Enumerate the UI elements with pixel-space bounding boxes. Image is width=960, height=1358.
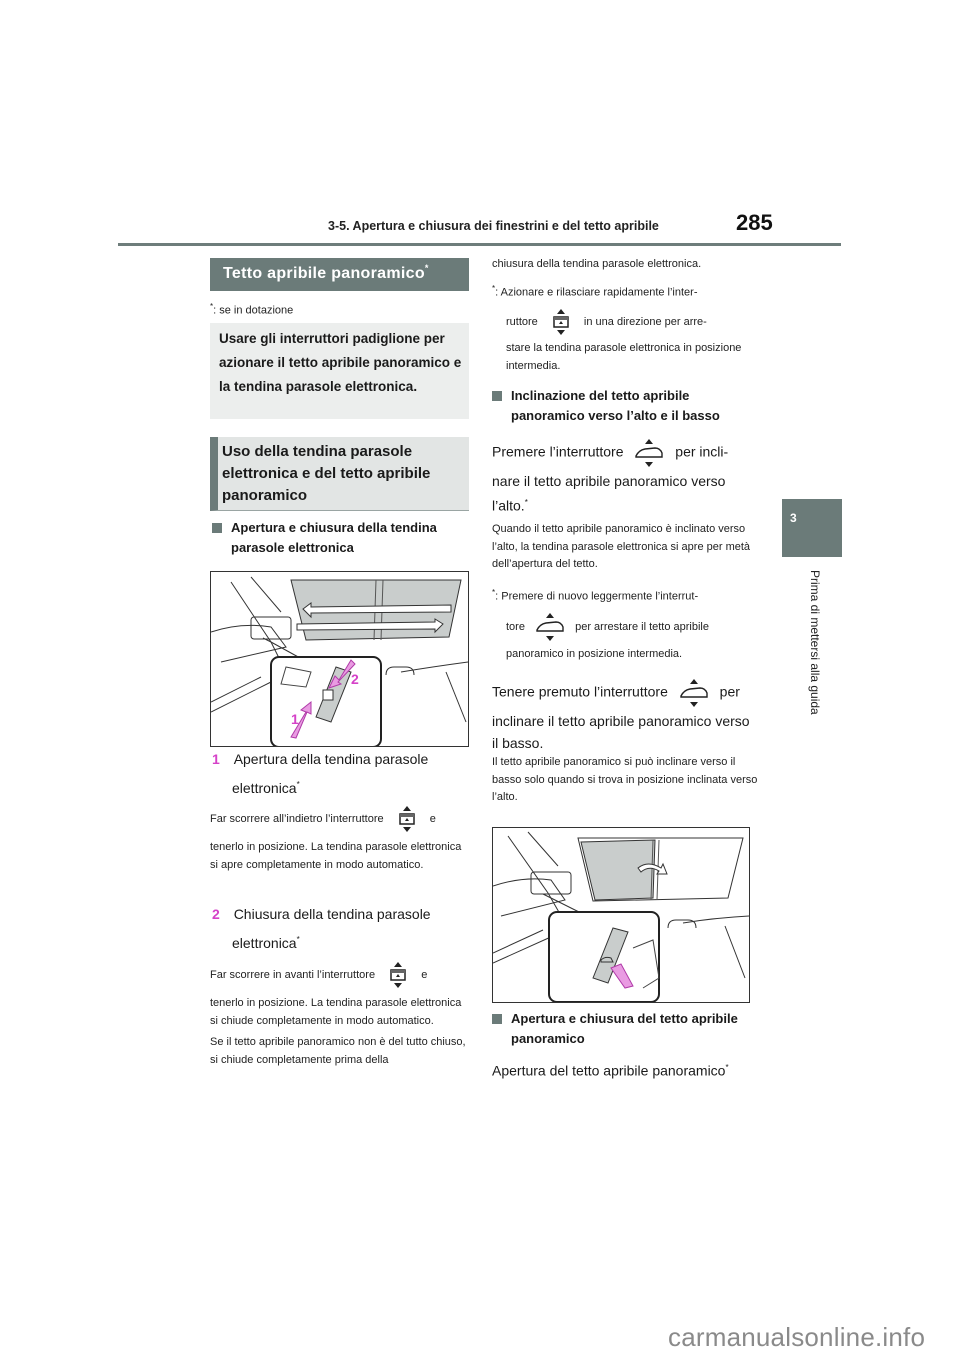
tilt-down-instruction: Tenere premuto l’interruttore per inclinare il tetto apribile panoramico verso il basso. [492,678,754,754]
step-2-heading: 2 Chiusura della tendina parasole elettronica* [212,906,431,951]
step-1-heading: 1 Apertura della tendina parasole elettronica* [212,751,429,796]
shade-stop-note: *: Azionare e rilasciare rapidamente l’inter- ruttore in una direzione per arre- stare la tendina parasole elettronica in posizione intermedia. [492,284,742,372]
shade-switch-icon [388,961,408,989]
step-number: 1 [212,751,220,767]
sunshade-diagram-icon [211,572,468,746]
shade-switch-icon [397,805,417,833]
illustration-shade-switch [210,571,469,747]
step-2-description: Far scorrere in avanti l’interruttore e tenerlo in posizione. La tendina parasole elettronica si chiude completamente in modo automatico. Se il tetto apribile panoramico non è del tutto chiuso, si chiude completamente prima della [210,961,472,1069]
tilt-up-note: Quando il tetto apribile panoramico è inclinato verso l’alto, la tendina parasole elettronica si apre per metà dell’apertura del tetto. [492,523,751,570]
chapter-label: Prima di mettersi alla guida [808,570,822,715]
continued-text: chiusura della tendina parasole elettronica. [492,258,702,270]
chapter-tab [782,499,842,557]
bullet-square-icon [492,391,502,401]
intro-text: Usare gli interruttori padiglione per azionare il tetto apribile panoramico e la tendina parasole elettronica. [219,331,462,394]
illustration-roof-tilt [492,827,750,1003]
roof-tilt-switch-icon [534,612,566,642]
roof-tilt-switch-icon [678,678,710,708]
availability-footnote: *: se in dotazione [210,302,294,317]
intro-box [210,323,469,419]
subsection-heading: Uso della tendina parasole elettronica e del tetto apribile panoramico [210,437,469,511]
topic-heading-tilt: Inclinazione del tetto apribile panoramico verso l’alto e il basso [492,386,754,426]
bullet-square-icon [212,523,222,533]
roof-tilt-switch-icon [633,438,665,468]
tilt-stop-note: *: Premere di nuovo leggermente l’interrut- tore per arrestare il tetto apribile panoramico in posizione intermedia. [492,588,709,661]
topic-heading-open: Apertura e chiusura del tetto apribile panoramico [492,1009,754,1049]
page-number: 285 [736,210,773,235]
step-number: 2 [212,906,220,922]
bullet-square-icon [492,1014,502,1024]
tilt-down-note: Il tetto apribile panoramico si può inclinare verso il basso solo quando si trova in posizione inclinata verso l’alto. [492,756,758,803]
chapter-number: 3 [790,511,797,525]
tilt-up-instruction: Premere l’interruttore per incli- nare il tetto apribile panoramico verso l’alto.* [492,438,754,517]
open-roof-subheading: Apertura del tetto apribile panoramico* [492,1062,729,1079]
watermark: carmanualsonline.info [668,1322,926,1352]
svg-text:2: 2 [351,671,359,687]
section-heading: Tetto apribile panoramico* [210,258,469,291]
shade-switch-icon [551,308,571,336]
header-divider [118,243,841,246]
svg-text:1: 1 [291,711,299,727]
running-header-title: 3-5. Apertura e chiusura dei finestrini e del tetto apribile [328,219,659,233]
roof-tilt-diagram-icon [493,828,749,1002]
step-1-description: Far scorrere all’indietro l’interruttore e tenerlo in posizione. La tendina parasole elettronica si apre completamente in modo automatico. [210,805,472,874]
topic-heading-shade: Apertura e chiusura della tendina parasole elettronica [212,518,472,558]
